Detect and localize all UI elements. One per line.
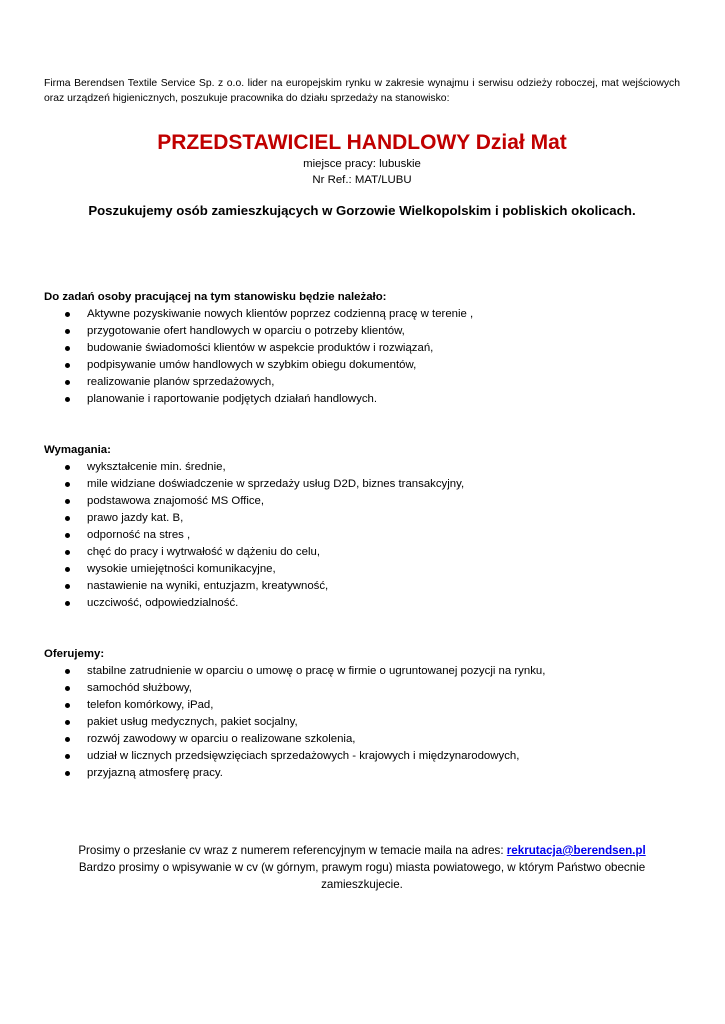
list-item-text: planowanie i raportowanie podjętych działań handlowych. [87, 393, 378, 405]
bullet-icon [65, 499, 70, 504]
list-item [44, 765, 680, 782]
list-item [44, 357, 680, 374]
list-item [44, 731, 680, 748]
list-item-text: pakiet usług medycznych, pakiet socjalny, [87, 716, 298, 728]
bullet-icon [65, 346, 70, 351]
bullet-icon [65, 584, 70, 589]
list-item-text: uczciwość, odpowiedzialność. [87, 597, 239, 609]
list-item [44, 493, 680, 510]
bullet-icon [65, 703, 70, 708]
job-title: PRZEDSTAWICIEL HANDLOWY Dział Mat [157, 131, 567, 154]
bullet-icon [65, 363, 70, 368]
list-item-text: mile widziane doświadczenie w sprzedaży usług D2D, biznes transakcyjny, [87, 478, 465, 490]
tasks-list [44, 306, 680, 408]
bullet-icon [65, 329, 70, 334]
list-item-text: wykształcenie min. średnie, [87, 461, 226, 473]
apply-text: Prosimy o przesłanie cv wraz z numerem referencyjnym w temacie maila na adres: [78, 844, 507, 857]
application-instructions [44, 842, 680, 859]
bullet-icon [65, 550, 70, 555]
bullet-icon [65, 754, 70, 759]
application-footer [44, 842, 680, 893]
list-item [44, 680, 680, 697]
intro-paragraph: Firma Berendsen Textile Service Sp. z o.o. lider na europejskim rynku w zakresie wynajmu i serwisu odzieży roboczej, mat wejściowych oraz urządzeń higienicznych, poszukuje pracownika do działu sprzedaży na stanowisko: [44, 78, 680, 104]
list-item [44, 527, 680, 544]
list-item-text: podstawowa znajomość MS Office, [87, 495, 265, 507]
tasks-heading: Do zadań osoby pracującej na tym stanowisku będzie należało: [44, 291, 387, 303]
bullet-icon [65, 482, 70, 487]
list-item [44, 374, 680, 391]
list-item [44, 323, 680, 340]
bullet-icon [65, 601, 70, 606]
bullet-icon [65, 465, 70, 470]
bullet-icon [65, 720, 70, 725]
requirements-heading: Wymagania: [44, 444, 111, 456]
list-item-text: wysokie umiejętności komunikacyjne, [87, 563, 276, 575]
bullet-icon [65, 397, 70, 402]
offer-list [44, 663, 680, 782]
list-item-text: telefon komórkowy, iPad, [87, 699, 214, 711]
list-item-text: stabilne zatrudnienie w oparciu o umowę o pracę w firmie o ugruntowanej pozycji na rynku, [87, 665, 546, 677]
list-item-text: przygotowanie ofert handlowych w oparciu o potrzeby klientów, [87, 325, 405, 337]
bullet-icon [65, 516, 70, 521]
bullet-icon [65, 686, 70, 691]
list-item [44, 391, 680, 408]
list-item [44, 544, 680, 561]
list-item-text: budowanie świadomości klientów w aspekcie produktów i rozwiązań, [87, 342, 434, 354]
job-offer-document [44, 76, 680, 893]
list-item-text: podpisywanie umów handlowych w szybkim obiegu dokumentów, [87, 359, 417, 371]
offer-heading: Oferujemy: [44, 648, 105, 660]
list-item-text: prawo jazdy kat. B, [87, 512, 184, 524]
list-item-text: rozwój zawodowy w oparciu o realizowane szkolenia, [87, 733, 356, 745]
email-link[interactable]: rekrutacja@berendsen.pl [506, 844, 646, 857]
candidate-location-note: Poszukujemy osób zamieszkujących w Gorzowie Wielkopolskim i pobliskich okolicach. [88, 203, 636, 218]
list-item [44, 697, 680, 714]
requirements-section [44, 442, 680, 612]
list-item [44, 748, 680, 765]
list-item-text: samochód służbowy, [87, 682, 192, 694]
list-item [44, 476, 680, 493]
list-item [44, 561, 680, 578]
list-item-text: realizowanie planów sprzedażowych, [87, 376, 275, 388]
bullet-icon [65, 771, 70, 776]
list-item [44, 459, 680, 476]
work-location: miejsce pracy: lubuskie [303, 158, 421, 170]
list-item-text: nastawienie na wyniki, entuzjazm, kreatywność, [87, 580, 329, 592]
list-item-text: Aktywne pozyskiwanie nowych klientów poprzez codzienną pracę w terenie , [87, 308, 474, 320]
bullet-icon [65, 669, 70, 674]
bullet-icon [65, 567, 70, 572]
requirements-list [44, 459, 680, 612]
list-item-text: udział w licznych przedsięwzięciach sprzedażowych - krajowych i międzynarodowych, [87, 750, 520, 762]
bullet-icon [65, 533, 70, 538]
list-item [44, 595, 680, 612]
list-item-text: przyjazną atmosferę pracy. [87, 767, 223, 779]
list-item [44, 578, 680, 595]
bullet-icon [65, 737, 70, 742]
cv-city-note: Bardzo prosimy o wpisywanie w cv (w górnym, prawym rogu) miasta powiatowego, w którym Państwo obecnie zamieszkujecie. [78, 861, 646, 891]
bullet-icon [65, 312, 70, 317]
list-item [44, 510, 680, 527]
bullet-icon [65, 380, 70, 385]
list-item-text: chęć do pracy i wytrwałość w dążeniu do celu, [87, 546, 320, 558]
reference-number: Nr Ref.: MAT/LUBU [312, 174, 412, 186]
offer-section [44, 646, 680, 782]
list-item [44, 663, 680, 680]
list-item [44, 340, 680, 357]
tasks-section [44, 289, 680, 408]
list-item-text: odporność na stres , [87, 529, 191, 541]
list-item [44, 714, 680, 731]
list-item [44, 306, 680, 323]
